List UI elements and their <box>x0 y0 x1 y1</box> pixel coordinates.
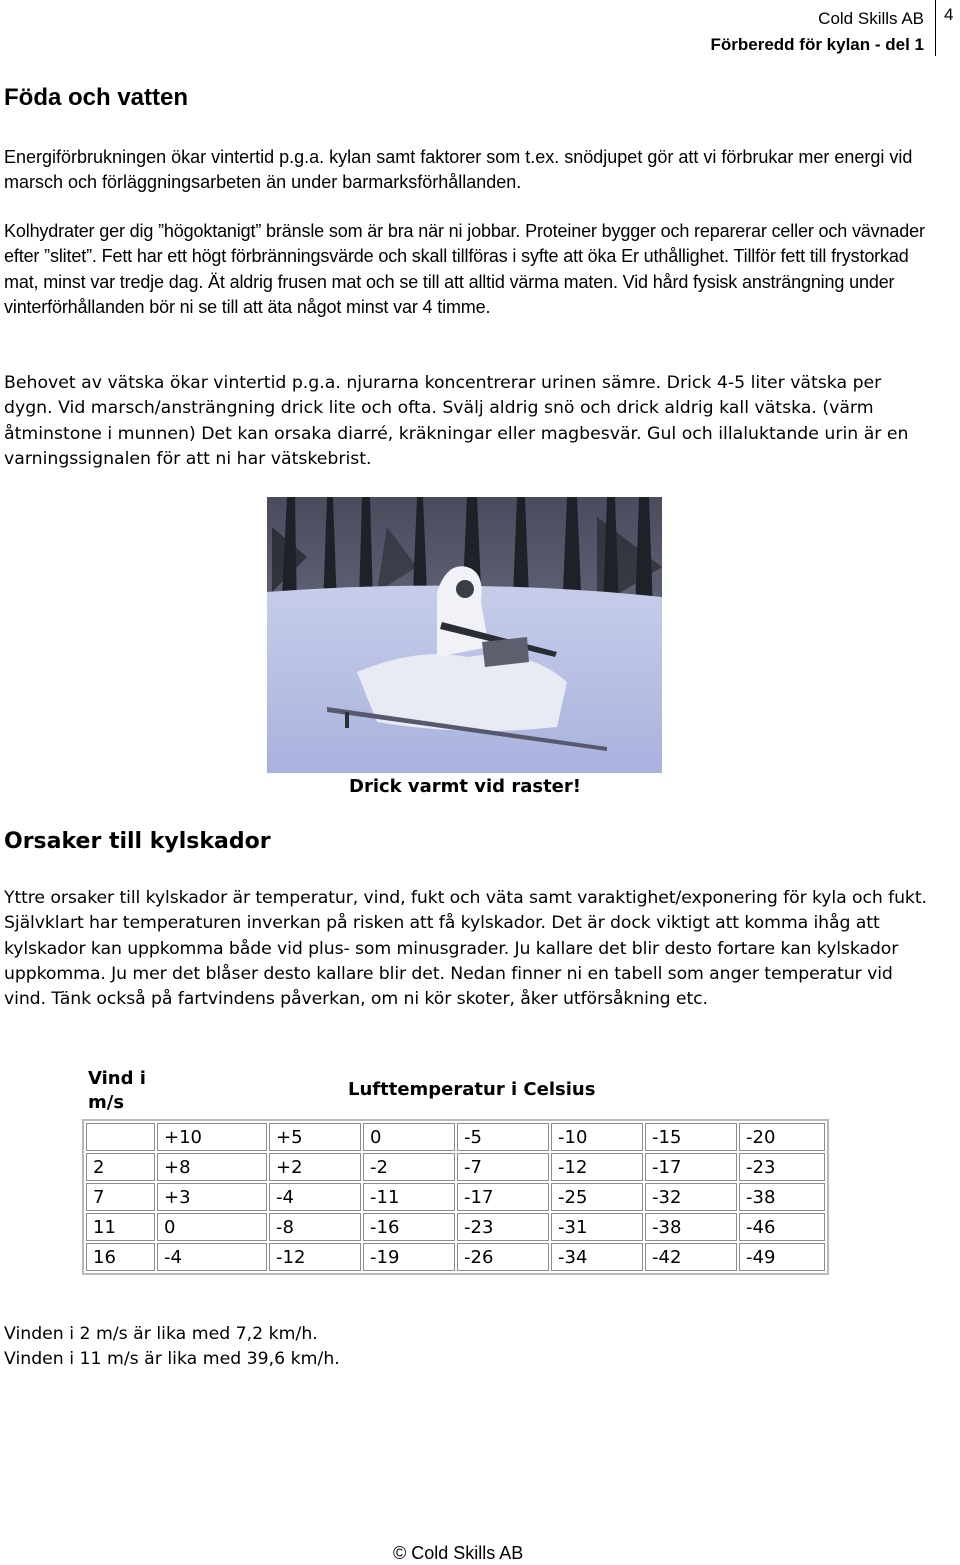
paragraph-cold-causes: Yttre orsaker till kylskador är temperatur, vind, fukt och väta samt varaktighet/exponering för kyla och fukt. Självklart har temperaturen inverkan på risken att få kylskador. Det är dock viktigt att komma ihåg att kylskador kan uppkomma både vid plus- som minusgrader. Ju kallare det blir desto fortare kan kylskador uppkomma. Ju mer det blåser desto kallare blir det. Nedan finner ni en tabell som anger temperatur vid vind. Tänk också på fartvindens påverkan, om ni kör skoter, åker utförsåkning etc. <box>4 888 927 1010</box>
table-cell: -8 <box>269 1213 361 1241</box>
table-cell: -31 <box>551 1213 643 1241</box>
table-cell: -32 <box>645 1183 737 1211</box>
table-cell: -2 <box>363 1153 455 1181</box>
header-company: Cold Skills AB <box>818 9 924 28</box>
table-cell: -49 <box>739 1243 825 1271</box>
table-header-cell <box>86 1123 155 1151</box>
windchill-table <box>82 1119 829 1275</box>
table-cell: -23 <box>739 1153 825 1181</box>
table-row <box>86 1243 825 1271</box>
table-row <box>86 1213 825 1241</box>
table-cell: +2 <box>269 1153 361 1181</box>
note-2ms: Vinden i 2 m/s är lika med 7,2 km/h. <box>4 1324 318 1344</box>
table-row <box>86 1123 825 1151</box>
table-header-cell: +5 <box>269 1123 361 1151</box>
temperature-header: Lufttemperatur i Celsius <box>348 1079 596 1100</box>
table-cell: -42 <box>645 1243 737 1271</box>
page-header <box>564 6 924 58</box>
table-cell: -12 <box>551 1153 643 1181</box>
table-cell: -17 <box>457 1183 549 1211</box>
paragraph-energy: Energiförbrukningen ökar vintertid p.g.a. kylan samt faktorer som t.ex. snödjupet gör att vi förbrukar mer energi vid marsch och förläggningsarbeten än under barmarksförhållanden. <box>4 147 913 193</box>
table-cell: +3 <box>157 1183 267 1211</box>
wind-column-header: Vind i m/s <box>88 1068 146 1113</box>
table-cell: -38 <box>645 1213 737 1241</box>
page-number: 4 <box>935 0 960 56</box>
table-cell: 7 <box>86 1183 155 1211</box>
table-cell: -19 <box>363 1243 455 1271</box>
table-cell: 11 <box>86 1213 155 1241</box>
note-11ms: Vinden i 11 m/s är lika med 39,6 km/h. <box>4 1349 340 1369</box>
paragraph-nutrition: Kolhydrater ger dig ”högoktanigt” bränsle som är bra när ni jobbar. Proteiner bygger och reparerar celler och vävnader efter ”slitet”. Fett har ett högt förbränningsvärde och skall tillföras i syfte att öka Er uthållighet. Tillför fett till frystorkad mat, minst var tredje dag. Ät aldrig frusen mat och se till att alltid värma maten. Vid hård fysisk ansträngning under vinterförhållanden bör ni se till att äta något minst var 4 timme. <box>4 221 925 317</box>
windchill-table-body <box>86 1123 825 1271</box>
table-cell: -25 <box>551 1183 643 1211</box>
table-cell: -11 <box>363 1183 455 1211</box>
table-cell: -16 <box>363 1213 455 1241</box>
winter-soldier-image <box>267 497 662 773</box>
table-cell: -12 <box>269 1243 361 1271</box>
table-cell: -23 <box>457 1213 549 1241</box>
figure-caption: Drick varmt vid raster! <box>349 776 581 797</box>
table-cell: -4 <box>269 1183 361 1211</box>
table-cell: 16 <box>86 1243 155 1271</box>
header-subtitle: Förberedd för kylan - del 1 <box>710 35 924 54</box>
table-header-cell: -20 <box>739 1123 825 1151</box>
table-header-cell: +10 <box>157 1123 267 1151</box>
table-cell: -26 <box>457 1243 549 1271</box>
table-cell: -34 <box>551 1243 643 1271</box>
table-header-cell: -15 <box>645 1123 737 1151</box>
table-cell: 2 <box>86 1153 155 1181</box>
table-header-cell: 0 <box>363 1123 455 1151</box>
table-cell: +8 <box>157 1153 267 1181</box>
table-header-cell: -5 <box>457 1123 549 1151</box>
table-cell: -38 <box>739 1183 825 1211</box>
table-row <box>86 1183 825 1211</box>
table-cell: -4 <box>157 1243 267 1271</box>
table-cell: -7 <box>457 1153 549 1181</box>
section-title-food-water: Föda och vatten <box>4 84 189 111</box>
table-cell: -17 <box>645 1153 737 1181</box>
table-cell: -46 <box>739 1213 825 1241</box>
winter-soldier-photo <box>267 497 662 773</box>
table-header-cell: -10 <box>551 1123 643 1151</box>
table-cell: 0 <box>157 1213 267 1241</box>
paragraph-fluids: Behovet av vätska ökar vintertid p.g.a. njurarna koncentrerar urinen sämre. Drick 4-5 liter vätska per dygn. Vid marsch/ansträngning drick lite och ofta. Svälj aldrig snö och drick aldrig kall vätska. (värm åtminstone i munnen) Det kan orsaka diarré, kräkningar eller magbesvär. Gul och illaluktande urin är en varningssignalen för att ni har vätskebrist. <box>4 373 909 469</box>
page-footer: © Cold Skills AB <box>393 1543 524 1563</box>
section-title-cold-injuries: Orsaker till kylskador <box>4 829 271 854</box>
table-row <box>86 1153 825 1181</box>
